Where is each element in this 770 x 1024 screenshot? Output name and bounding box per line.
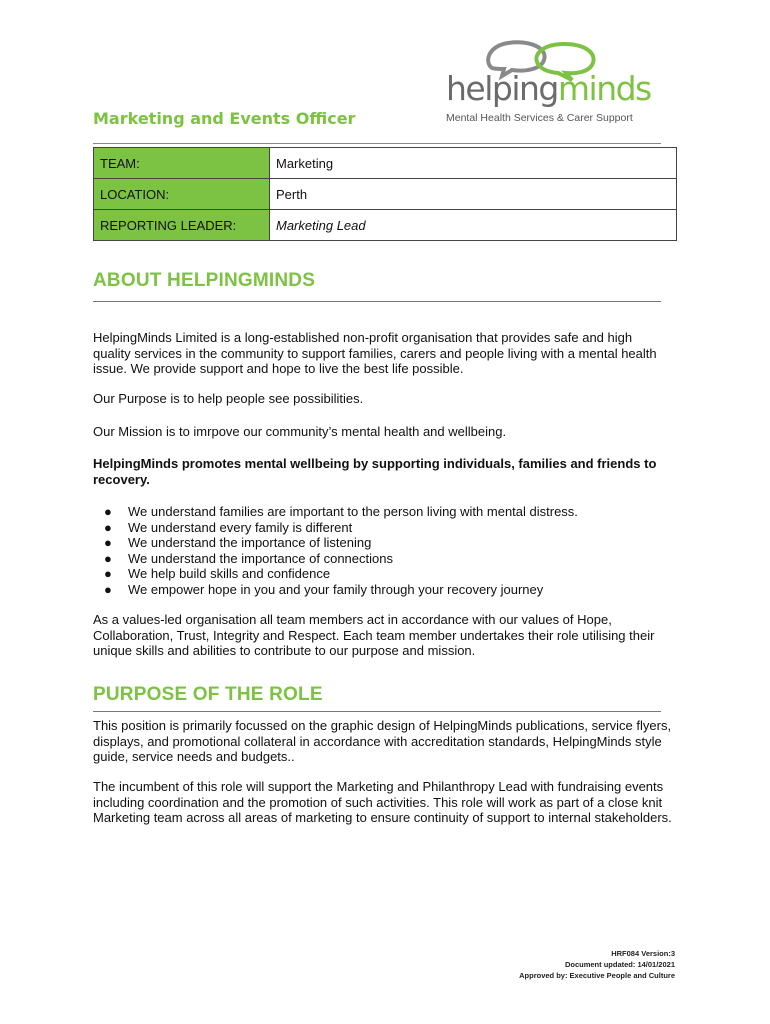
list-item: [93, 504, 578, 520]
footer-version: HRF084 Version:3: [611, 949, 675, 958]
footer-approved: Approved by: Executive People and Culture: [519, 971, 675, 980]
list-item: [93, 566, 578, 582]
bullet-text: We help build skills and confidence: [128, 566, 331, 581]
bullet-text: We empower hope in you and your family through your recovery journey: [128, 581, 544, 597]
location-value: Perth: [270, 179, 677, 210]
bullet-text: We understand the importance of connections: [128, 550, 393, 566]
bullet-text: We understand the importance of listening: [128, 535, 372, 550]
table-row: [94, 148, 677, 179]
purpose-role-divider: [93, 711, 661, 712]
role-info-table: [93, 147, 677, 241]
about-heading: ABOUT HELPINGMINDS: [93, 270, 316, 291]
values-bullet-list: [93, 504, 578, 597]
bullet-text: We understand every family is different: [128, 519, 353, 535]
bullet-text: We understand families are important to the person living with mental distress.: [128, 504, 578, 519]
purpose-role-paragraph-2: The incumbent of this role will support the Marketing and Philanthropy Lead with fundraising events including coordination and the promotion of such activities. This role will work as part of a close knit Marketing team across all areas of marketing to ensure continuity of support to internal stakeholders.: [93, 779, 672, 825]
reporting-leader-label: REPORTING LEADER:: [94, 210, 270, 241]
title-divider: [93, 143, 661, 144]
about-divider: [93, 301, 661, 302]
mission-statement: Our Mission is to imrpove our community’s mental health and wellbeing.: [93, 424, 507, 439]
purpose-role-paragraph-1: This position is primarily focussed on the graphic design of HelpingMinds publications, service flyers, displays, and promotional collateral in accordance with accreditation standards, HelpingMinds style guide, service needs and budgets..: [93, 718, 672, 764]
purpose-statement: Our Purpose is to help people see possibilities.: [93, 391, 364, 406]
purpose-role-heading: PURPOSE OF THE ROLE: [93, 684, 323, 705]
bullet-icon: ●: [104, 504, 112, 519]
location-label: LOCATION:: [94, 179, 270, 210]
bullet-icon: ●: [104, 581, 112, 597]
document-footer: [519, 948, 675, 981]
job-title: Marketing and Events Officer: [93, 109, 356, 128]
table-row: [94, 210, 677, 241]
bullet-icon: ●: [104, 566, 112, 581]
bullet-icon: ●: [104, 519, 112, 535]
logo-tagline: Mental Health Services & Carer Support: [446, 112, 633, 124]
list-item: [93, 520, 578, 536]
logo-word-helping: helping: [446, 69, 558, 108]
about-paragraph: HelpingMinds Limited is a long-established non-profit organisation that provides safe and high quality services in the community to support families, carers and people living with a mental health issue. We provide support and hope to live the best life possible.: [93, 330, 657, 376]
logo-word-minds: minds: [557, 69, 651, 108]
bullet-icon: ●: [104, 550, 112, 566]
table-row: [94, 179, 677, 210]
list-item: [93, 535, 578, 551]
list-item: [93, 582, 578, 598]
footer-updated: Document updated: 14/01/2021: [564, 960, 675, 969]
team-label: TEAM:: [94, 148, 270, 179]
team-value: Marketing: [270, 148, 677, 179]
promotes-statement: HelpingMinds promotes mental wellbeing by supporting individuals, families and friends to recovery.: [93, 456, 657, 487]
logo-wordmark: [446, 69, 651, 108]
reporting-leader-value: Marketing Lead: [270, 210, 677, 241]
values-paragraph: As a values-led organisation all team members act in accordance with our values of Hope, Collaboration, Trust, Integrity and Respect. Each team member undertakes their role utilising their unique skills and abilities to contribute to our purpose and mission.: [93, 612, 655, 658]
list-item: [93, 551, 578, 567]
helpingminds-logo: [440, 38, 651, 130]
bullet-icon: ●: [104, 535, 112, 550]
